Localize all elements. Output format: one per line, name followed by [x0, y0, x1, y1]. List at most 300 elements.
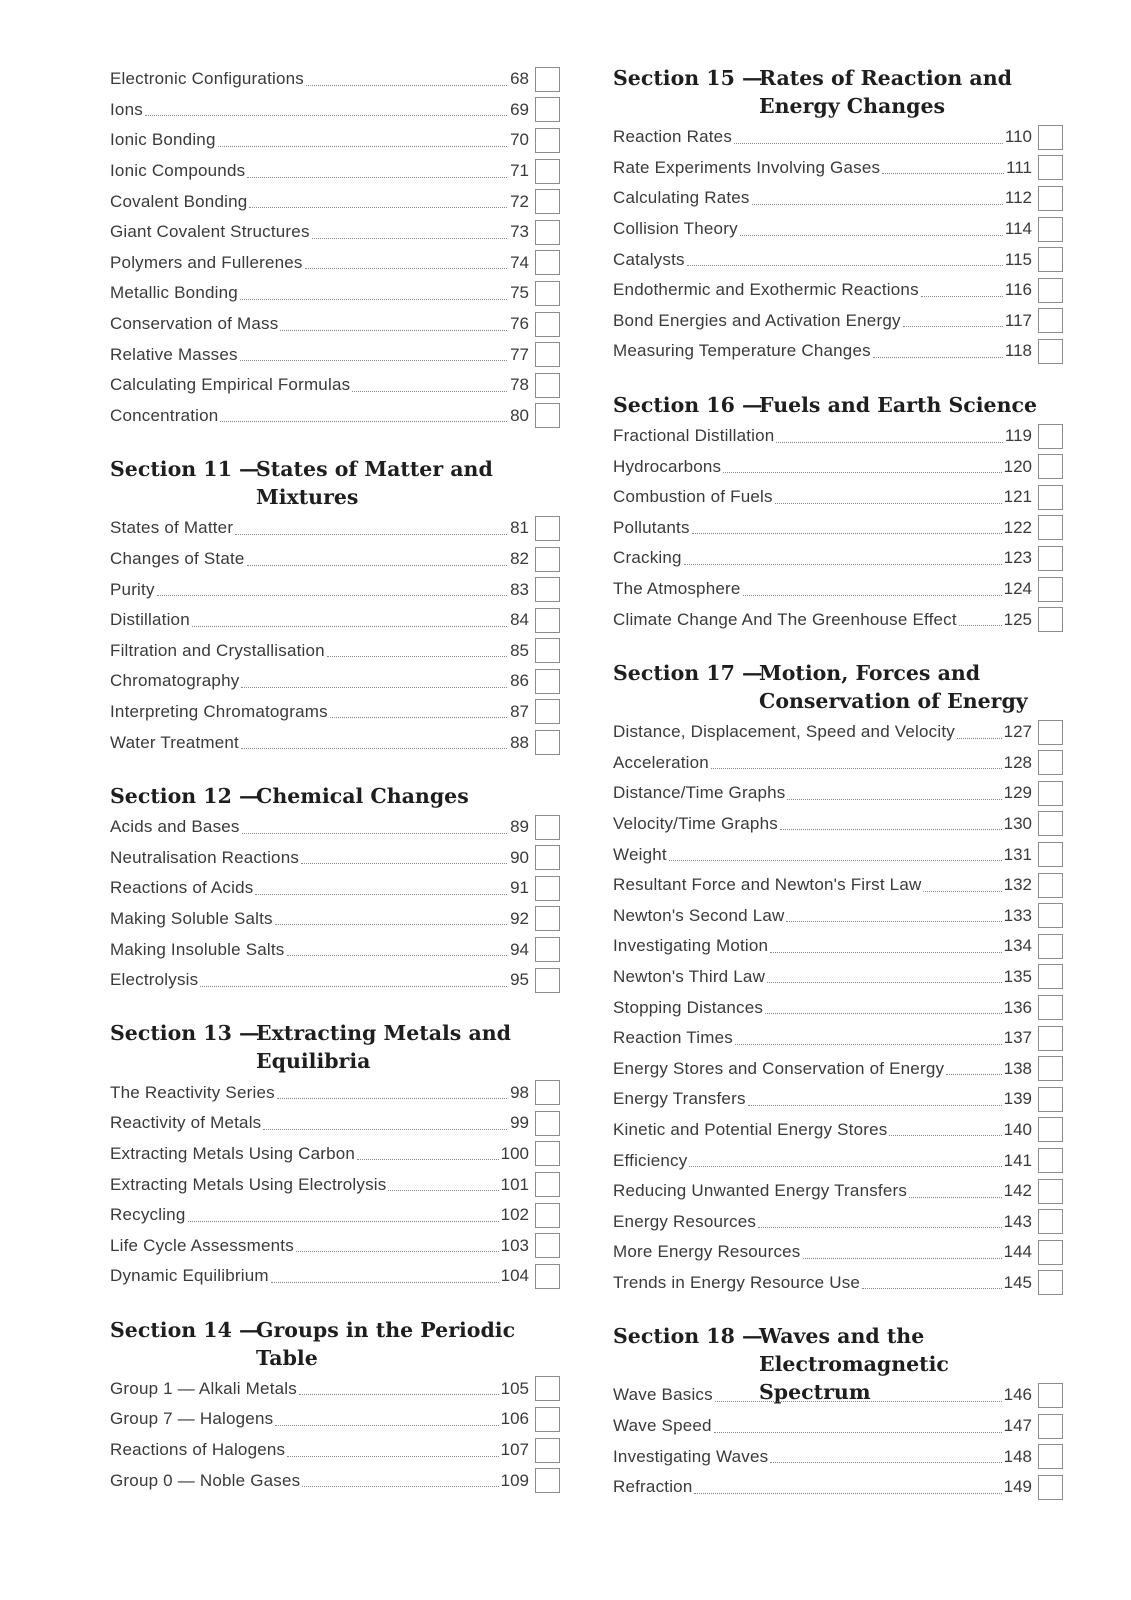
toc-entry [613, 482, 1063, 513]
toc-entry [613, 809, 1063, 840]
toc-entry [613, 1176, 1063, 1207]
toc-entry [613, 543, 1063, 574]
toc-entry [613, 604, 1063, 635]
page-number: 107 [500, 1440, 529, 1460]
page-number: 81 [510, 518, 529, 538]
toc-entry [110, 1169, 560, 1200]
dot-leader [694, 1493, 1001, 1494]
dot-leader [770, 1462, 1001, 1463]
page-number: 138 [1003, 1058, 1032, 1078]
dot-leader [277, 1098, 507, 1099]
page-number: 129 [1003, 783, 1032, 803]
checkbox[interactable] [535, 1172, 560, 1197]
dot-leader [200, 986, 507, 987]
checkbox[interactable] [1038, 1117, 1063, 1142]
checkbox[interactable] [535, 638, 560, 663]
page-number: 75 [510, 283, 529, 303]
toc-entry [110, 697, 560, 728]
page-number: 68 [510, 69, 529, 89]
page-number: 141 [1003, 1150, 1032, 1170]
page-number: 143 [1003, 1211, 1032, 1231]
entry-title: Energy Stores and Conservation of Energy [613, 1058, 945, 1078]
toc-entry [613, 244, 1063, 275]
section-name [759, 1322, 1063, 1406]
checkbox[interactable] [535, 845, 560, 870]
checkbox[interactable] [1038, 217, 1063, 242]
dot-leader [280, 330, 507, 331]
dot-leader [909, 1197, 1002, 1198]
entry-title: Filtration and Crystallisation [110, 640, 325, 660]
checkbox[interactable] [1038, 781, 1063, 806]
dot-leader [299, 1394, 499, 1395]
section-number: Section 14 — [110, 1317, 260, 1342]
toc-entry [613, 214, 1063, 245]
checkbox[interactable] [1038, 964, 1063, 989]
section-spacer [110, 1292, 560, 1316]
entry-title: Collision Theory [613, 219, 738, 239]
checkbox[interactable] [535, 968, 560, 993]
entry-title: Giant Covalent Structures [110, 222, 310, 242]
section-name-line-1: States of Matter and [256, 457, 493, 482]
section-name-line-1: Motion, Forces and [759, 660, 981, 685]
dot-leader [249, 207, 507, 208]
toc-entry [110, 1374, 560, 1405]
checkbox[interactable] [1038, 1270, 1063, 1295]
dot-leader [770, 952, 1001, 953]
checkbox[interactable] [1038, 934, 1063, 959]
checkbox[interactable] [1038, 186, 1063, 211]
dot-leader [714, 1432, 1002, 1433]
page-number: 95 [510, 970, 529, 990]
checkbox[interactable] [1038, 1179, 1063, 1204]
checkbox[interactable] [1038, 873, 1063, 898]
entry-title: Calculating Empirical Formulas [110, 375, 351, 395]
entry-title: Cracking [613, 548, 682, 568]
dot-leader [803, 1258, 1002, 1259]
checkbox[interactable] [535, 1468, 560, 1493]
dot-leader [240, 360, 507, 361]
page-number: 109 [500, 1470, 529, 1490]
dot-leader [235, 534, 507, 535]
dot-leader [776, 442, 1002, 443]
dot-leader [241, 748, 507, 749]
entry-title: Investigating Waves [613, 1446, 769, 1466]
entry-title: Climate Change And The Greenhouse Effect [613, 609, 957, 629]
checkbox[interactable] [1038, 1414, 1063, 1439]
section-name-line-1: Waves and the [759, 1324, 925, 1349]
toc-entry [110, 125, 560, 156]
page-number: 110 [1004, 127, 1032, 147]
checkbox[interactable] [1038, 1056, 1063, 1081]
section-name-line-2: Energy Changes [759, 94, 946, 118]
toc-entry [110, 636, 560, 667]
entry-title: States of Matter [110, 518, 234, 538]
entry-title: Reducing Unwanted Energy Transfers [613, 1181, 908, 1201]
checkbox[interactable] [1038, 125, 1063, 150]
page-number: 106 [500, 1409, 529, 1429]
checkbox[interactable] [535, 547, 560, 572]
entry-title: Recycling [110, 1205, 186, 1225]
dot-leader [923, 891, 1001, 892]
toc-entry [110, 309, 560, 340]
checkbox[interactable] [1038, 1444, 1063, 1469]
toc-entry [110, 605, 560, 636]
entry-title: Interpreting Chromatograms [110, 701, 328, 721]
checkbox[interactable] [1038, 278, 1063, 303]
checkbox[interactable] [535, 1111, 560, 1136]
dot-leader [692, 533, 1002, 534]
dot-leader [241, 687, 507, 688]
entry-title: Kinetic and Potential Energy Stores [613, 1119, 888, 1139]
page-number: 132 [1003, 875, 1032, 895]
section-title [110, 455, 560, 511]
checkbox[interactable] [535, 906, 560, 931]
checkbox[interactable] [1038, 811, 1063, 836]
page-number: 134 [1003, 936, 1032, 956]
checkbox[interactable] [535, 128, 560, 153]
dot-leader [780, 829, 1002, 830]
dot-leader [873, 357, 1003, 358]
dot-leader [765, 1013, 1002, 1014]
section-name-line-1: Extracting Metals and [256, 1021, 511, 1046]
checkbox[interactable] [535, 1376, 560, 1401]
dot-leader [715, 1401, 1002, 1402]
checkbox[interactable] [535, 220, 560, 245]
page-number: 72 [510, 191, 529, 211]
dot-leader [218, 146, 507, 147]
dot-leader [689, 1166, 1001, 1167]
section-title [613, 659, 1063, 715]
dot-leader [301, 863, 507, 864]
toc-entry [110, 544, 560, 575]
checkbox[interactable] [1038, 515, 1063, 540]
checkbox[interactable] [535, 403, 560, 428]
checkbox[interactable] [535, 250, 560, 275]
checkbox[interactable] [1038, 454, 1063, 479]
checkbox[interactable] [535, 1080, 560, 1105]
page-number: 133 [1003, 905, 1032, 925]
checkbox[interactable] [535, 189, 560, 214]
checkbox[interactable] [1038, 995, 1063, 1020]
checkbox[interactable] [1038, 1209, 1063, 1234]
checkbox[interactable] [1038, 1026, 1063, 1051]
entry-title: Investigating Motion [613, 936, 769, 956]
page-number: 85 [510, 640, 529, 660]
dot-leader [275, 924, 507, 925]
dot-leader [758, 1227, 1002, 1228]
toc-entry [613, 1145, 1063, 1176]
toc-entry [110, 873, 560, 904]
checkbox[interactable] [1038, 1087, 1063, 1112]
page-number: 144 [1003, 1242, 1032, 1262]
section-number: Section 11 — [110, 457, 260, 482]
checkbox[interactable] [1038, 607, 1063, 632]
entry-title: Changes of State [110, 549, 245, 569]
dot-leader [287, 955, 508, 956]
toc-entry [613, 1411, 1063, 1442]
dot-leader [305, 268, 507, 269]
toc-entry [110, 812, 560, 843]
checkbox[interactable] [535, 373, 560, 398]
checkbox[interactable] [535, 937, 560, 962]
dot-leader [748, 1105, 1002, 1106]
section-title [110, 1019, 560, 1075]
checkbox[interactable] [1038, 1240, 1063, 1265]
entry-title: Wave Speed [613, 1416, 712, 1436]
section-name [256, 782, 560, 810]
page-number: 112 [1004, 188, 1032, 208]
toc-entry [110, 217, 560, 248]
toc-entry [613, 1053, 1063, 1084]
page-number: 135 [1003, 966, 1032, 986]
section-name-line-2: Mixtures [256, 485, 359, 510]
checkbox[interactable] [535, 730, 560, 755]
page-number: 94 [510, 939, 529, 959]
toc-entry [613, 513, 1063, 544]
checkbox[interactable] [535, 669, 560, 694]
page-number: 99 [510, 1113, 529, 1133]
page-number: 101 [500, 1174, 529, 1194]
section-name-line-2: Conservation of Energy [759, 688, 1028, 713]
dot-leader [327, 656, 507, 657]
checkbox[interactable] [535, 1141, 560, 1166]
entry-title: Energy Transfers [613, 1089, 746, 1109]
entry-title: The Atmosphere [613, 579, 741, 599]
toc-entry [613, 421, 1063, 452]
toc-entry [110, 401, 560, 432]
checkbox[interactable] [1038, 720, 1063, 745]
checkbox[interactable] [535, 1264, 560, 1289]
dot-leader [242, 833, 507, 834]
entry-title: Neutralisation Reactions [110, 847, 300, 867]
page-number: 128 [1003, 752, 1032, 772]
page-number: 89 [510, 817, 529, 837]
toc-entry [110, 1404, 560, 1435]
page-number: 103 [500, 1235, 529, 1255]
entry-title: Energy Resources [613, 1211, 757, 1231]
page-number: 78 [510, 375, 529, 395]
page-number: 124 [1003, 579, 1032, 599]
entry-title: Calculating Rates [613, 188, 750, 208]
page-number: 100 [500, 1143, 529, 1163]
entry-title: Ionic Bonding [110, 130, 216, 150]
checkbox[interactable] [535, 1438, 560, 1463]
dot-leader [862, 1288, 1002, 1289]
section-name-line-2: Electromagnetic Spectrum [759, 1352, 949, 1405]
page-number: 137 [1003, 1028, 1032, 1048]
dot-leader [312, 238, 507, 239]
checkbox[interactable] [535, 342, 560, 367]
entry-title: Electrolysis [110, 970, 199, 990]
toc-entry [613, 870, 1063, 901]
dot-leader [263, 1129, 507, 1130]
toc-entry [613, 275, 1063, 306]
page-number: 80 [510, 405, 529, 425]
section-name [256, 455, 560, 511]
section-spacer [613, 1298, 1063, 1322]
checkbox[interactable] [1038, 1148, 1063, 1173]
entry-title: Reactivity of Metals [110, 1113, 262, 1133]
checkbox[interactable] [1038, 546, 1063, 571]
page-number: 71 [510, 161, 529, 181]
dot-leader [352, 391, 507, 392]
checkbox[interactable] [535, 577, 560, 602]
page-number: 92 [510, 908, 529, 928]
dot-leader [889, 1135, 1001, 1136]
entry-title: Chromatography [110, 671, 240, 691]
toc-entry [613, 992, 1063, 1023]
checkbox[interactable] [1038, 155, 1063, 180]
toc-entry [613, 839, 1063, 870]
entry-title: Rate Experiments Involving Gases [613, 157, 881, 177]
checkbox[interactable] [535, 699, 560, 724]
entry-title: Velocity/Time Graphs [613, 813, 778, 833]
checkbox[interactable] [535, 1233, 560, 1258]
entry-title: Extracting Metals Using Carbon [110, 1143, 356, 1163]
toc-entry [613, 574, 1063, 605]
page-number: 115 [1004, 249, 1032, 269]
dot-leader [287, 1456, 498, 1457]
entry-title: Fractional Distillation [613, 426, 775, 446]
checkbox[interactable] [1038, 842, 1063, 867]
page-number: 82 [510, 549, 529, 569]
toc-entry [613, 336, 1063, 367]
checkbox[interactable] [1038, 485, 1063, 510]
entry-title: Polymers and Fullerenes [110, 252, 303, 272]
checkbox[interactable] [1038, 247, 1063, 272]
dot-leader [357, 1159, 499, 1160]
toc-entry [613, 1268, 1063, 1299]
toc-entry [613, 931, 1063, 962]
entry-title: Bond Energies and Activation Energy [613, 310, 901, 330]
dot-leader [723, 472, 1001, 473]
dot-leader [946, 1074, 1001, 1075]
page-number: 130 [1003, 813, 1032, 833]
section-name [256, 1019, 560, 1075]
entry-title: Catalysts [613, 249, 685, 269]
section-title [110, 1316, 560, 1372]
dot-leader [903, 326, 1003, 327]
toc-entry [110, 574, 560, 605]
entry-title: Group 1 — Alkali Metals [110, 1378, 297, 1398]
toc-entry [613, 122, 1063, 153]
page-number: 142 [1003, 1181, 1032, 1201]
checkbox[interactable] [535, 97, 560, 122]
entry-title: Covalent Bonding [110, 191, 248, 211]
dot-leader [275, 1425, 498, 1426]
section-name [759, 64, 1063, 120]
dot-leader [247, 565, 507, 566]
toc-entry [110, 370, 560, 401]
entry-title: Group 7 — Halogens [110, 1409, 274, 1429]
checkbox[interactable] [535, 159, 560, 184]
checkbox[interactable] [535, 608, 560, 633]
dot-leader [296, 1251, 499, 1252]
dot-leader [957, 738, 1002, 739]
page-number: 125 [1003, 609, 1032, 629]
section-spacer [110, 995, 560, 1019]
section-title [613, 391, 1063, 419]
entry-title: Metallic Bonding [110, 283, 238, 303]
page-number: 111 [1006, 157, 1032, 177]
page-number: 149 [1003, 1477, 1032, 1497]
checkbox[interactable] [535, 815, 560, 840]
checkbox[interactable] [1038, 339, 1063, 364]
entry-title: Dynamic Equilibrium [110, 1266, 269, 1286]
checkbox[interactable] [1038, 750, 1063, 775]
page-number: 145 [1003, 1272, 1032, 1292]
toc-entry [613, 900, 1063, 931]
page-number: 120 [1003, 456, 1032, 476]
entry-title: Pollutants [613, 517, 690, 537]
page-number: 69 [510, 99, 529, 119]
dot-leader [921, 296, 1003, 297]
checkbox[interactable] [535, 1407, 560, 1432]
page-number: 148 [1003, 1446, 1032, 1466]
entry-title: Ions [110, 99, 143, 119]
page-number: 74 [510, 252, 529, 272]
checkbox[interactable] [535, 312, 560, 337]
toc-left-column [110, 64, 560, 1496]
section-number: Section 17 — [613, 660, 763, 685]
section-name-line-1: Rates of Reaction and [759, 66, 1012, 90]
checkbox[interactable] [1038, 424, 1063, 449]
checkbox[interactable] [535, 516, 560, 541]
entry-title: Making Insoluble Salts [110, 939, 285, 959]
dot-leader [882, 173, 1004, 174]
checkbox[interactable] [1038, 308, 1063, 333]
page-number: 121 [1003, 487, 1032, 507]
entry-title: Wave Basics [613, 1385, 713, 1405]
entry-title: Endothermic and Exothermic Reactions [613, 280, 919, 300]
entry-title: Concentration [110, 405, 219, 425]
dot-leader [787, 799, 1001, 800]
checkbox[interactable] [1038, 1475, 1063, 1500]
section-name-line-1: Fuels and Earth Science [759, 392, 1038, 417]
page-number: 70 [510, 130, 529, 150]
dot-leader [302, 1486, 498, 1487]
dot-leader [157, 595, 507, 596]
entry-title: Distance, Displacement, Speed and Velocity [613, 722, 955, 742]
checkbox[interactable] [1038, 577, 1063, 602]
toc-entry [110, 1200, 560, 1231]
toc-entry [110, 1108, 560, 1139]
toc-entry [613, 962, 1063, 993]
section-spacer [110, 431, 560, 455]
page-number: 90 [510, 847, 529, 867]
toc-entry [110, 965, 560, 996]
entry-title: Extracting Metals Using Electrolysis [110, 1174, 387, 1194]
page-number: 140 [1003, 1119, 1032, 1139]
toc-entry [613, 1472, 1063, 1503]
entry-title: More Energy Resources [613, 1242, 801, 1262]
dot-leader [145, 115, 507, 116]
checkbox[interactable] [535, 281, 560, 306]
toc-entry [110, 1261, 560, 1292]
toc-entry [110, 156, 560, 187]
dot-leader [271, 1282, 499, 1283]
checkbox[interactable] [535, 67, 560, 92]
section-name [759, 391, 1063, 419]
page-number: 127 [1003, 722, 1032, 742]
checkbox[interactable] [535, 876, 560, 901]
checkbox[interactable] [1038, 903, 1063, 928]
entry-title: Measuring Temperature Changes [613, 341, 871, 361]
page-number: 116 [1004, 280, 1032, 300]
toc-entry [110, 666, 560, 697]
checkbox[interactable] [535, 1203, 560, 1228]
toc-entry [110, 1077, 560, 1108]
